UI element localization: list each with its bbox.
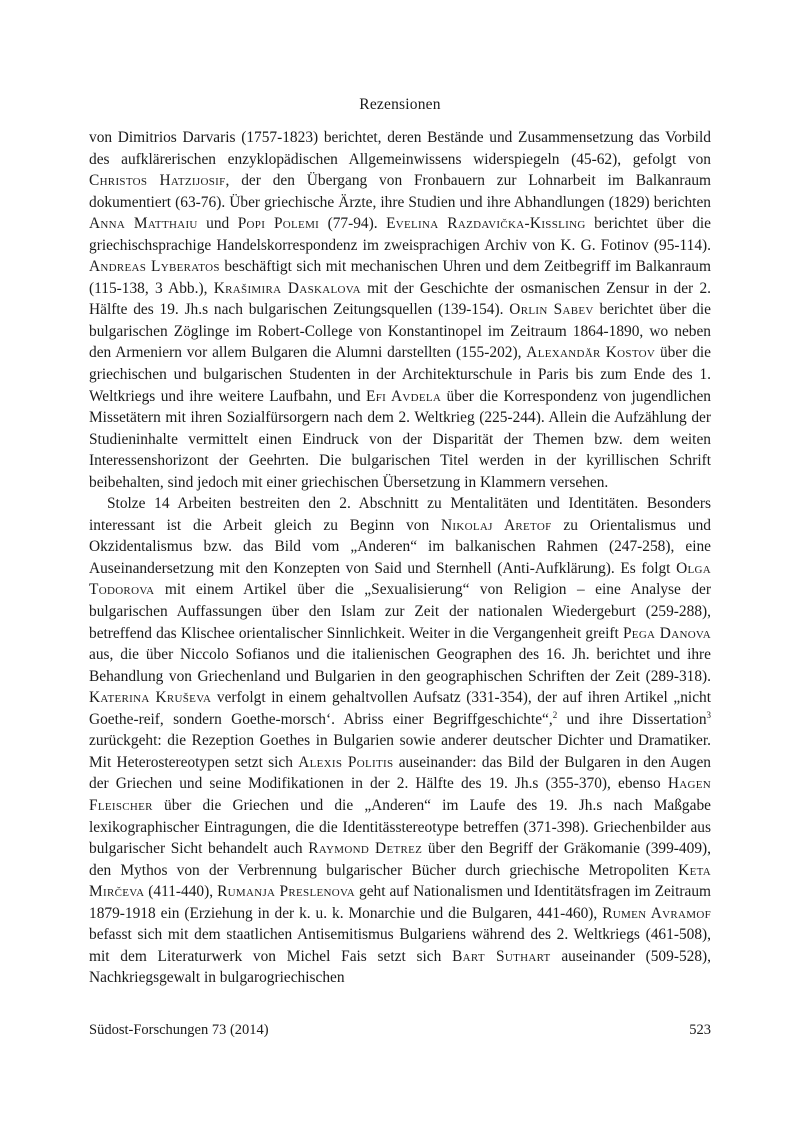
author-name: Pega Danova (622, 624, 712, 642)
text-run: und (197, 215, 238, 233)
author-name: Anna Matthaiu (89, 215, 198, 233)
page-footer (89, 1022, 711, 1039)
text-run: (77-94). (319, 215, 387, 233)
author-name: Christos Hatzijosif (89, 172, 226, 190)
author-name: Popi Polemi (237, 215, 320, 233)
text-run: aus, die über Niccolo Sofianos und die italienischen Geographen des 16. Jh. berichtet und ihre Behandlung von Griechenland und Bulgarien in den geographischen Schriften der Zeit (289-318). (89, 646, 711, 685)
author-name: Andreas Lyberatos (89, 258, 220, 276)
text-run: Stolze 14 Arbeiten bestreiten den 2. Abschnitt zu Mentalitäten und Identitäten. Besonders interessant ist die Arbeit gleich zu Beginn von (89, 495, 711, 534)
page-number: 523 (689, 1022, 711, 1038)
text-run: verfolgt in einem gehaltvollen Aufsatz (331-354), der auf ihren Artikel „nicht Goethe-reif, sondern Goethe-morsch‘. Abriss einer Begriffgeschichte“, (89, 689, 711, 728)
author-name: Evelina Razdavička-Kissling (386, 215, 586, 233)
text-run: berichtet über die griechischsprachige Handelskorrespondenz im zweisprachigen Archiv von K. G. Fotinov (95-114). (89, 215, 711, 254)
text-run: (411-440), (144, 883, 218, 901)
text-run: über den Begriff der Gräkomanie (399-409), den Mythos von der Verbrennung bulgarischer Bücher durch griechische Metropoliten (89, 840, 711, 879)
footnote-marker: 2 (552, 709, 558, 720)
author-name: Keta Mirčeva (89, 861, 711, 901)
text-run: und ihre Dissertation (557, 710, 707, 728)
author-name: Raymond Detrez (308, 840, 423, 858)
text-run: berichtet über die bulgarischen Zöglinge im Robert-College von Konstantinopel im Zeitraum 1864-1890, wo neben den Armeniern vor allem Bulgaren die Alumni darstellten (155-202), (89, 301, 712, 362)
author-name: Olga Todorova (89, 559, 711, 599)
text-run: beschäftigt sich mit mechanischen Uhren und dem Zeitbegriff im Balkanraum (115-138, 3 Abb.), (89, 258, 711, 297)
text-run: zu Orientalismus und Okzidentalismus bzw. das Bild vom „Anderen“ im balkanischen Rahmen (247-258), eine Auseinandersetzung mit den Konzepten von Said und Sternhell (Anti-Aufklärung). Es folgt (89, 516, 711, 577)
text-run: auseinander: das Bild der Bulgaren in den Augen der Griechen und seine Modifikationen in der 2. Hälfte des 19. Jh.s (355-370), ebenso (89, 753, 712, 793)
text-run: mit einem Artikel über die „Sexualisierung“ von Religion – eine Analyse der bulgarischen Auffassungen über den Islam zur Zeit der nationalen Wiedergeburt (259-288), betreffend das Klischee orientalischer Sinnlichkeit. Weiter in die Vergangenheit greift (89, 581, 711, 642)
text-run: über die griechischen und bulgarischen Studenten in der Architekturschule in Paris bis zum Ende des 1. Weltkriegs und ihre weitere Laufbahn, und (89, 344, 711, 405)
paragraph (89, 493, 711, 989)
author-name: Katerina Kruševa (89, 689, 212, 707)
body-text (89, 127, 711, 989)
author-name: Rumanja Preslenova (217, 883, 356, 901)
author-name: Alexis Politis (298, 753, 394, 771)
text-run: mit der Geschichte der osmanischen Zensur in der 2. Hälfte des 19. Jh.s nach bulgarischen Zeitungsquellen (139-154). (89, 279, 711, 319)
text-run: zurückgeht: die Rezeption Goethes in Bulgarien sowie anderer deutscher Dichter und Dramatiker. Mit Heterostereotypen setzt sich (89, 732, 711, 771)
author-name: Efi Avdela (366, 387, 442, 405)
journal-citation: Südost-Forschungen 73 (2014) (89, 1022, 269, 1038)
text-run: befasst sich mit dem staatlichen Antisemitismus Bulgariens während des 2. Weltkriegs (461-508), mit dem Literaturwerk von Michel Fais setzt sich (89, 926, 711, 965)
author-name: Rumen Avramof (602, 904, 712, 922)
text-run: über die Griechen und die „Anderen“ im Laufe des 19. Jh.s nach Maßgabe lexikographischer Eintragungen, die die Identitässtereotype betreffen (371-398). Griechenbilder aus bulgarischer Sicht behandelt auch (89, 796, 711, 858)
text-run: von Dimitrios Darvaris (1757-1823) berichtet, deren Bestände und Zusammensetzung das Vorbild des aufklärerischen enzyklopädischen Allgemeinwissens widerspiegeln (45-62), gefolgt von (89, 129, 711, 168)
footnote-marker: 3 (706, 709, 712, 720)
author-name: Krašimira Daskalova (213, 279, 361, 297)
author-name: Alexandăr Kostov (526, 344, 656, 362)
text-run: über die Korrespondenz von jugendlichen Missetätern mit ihren Sozialfürsorgern nach dem 2. Weltkrieg (225-244). Allein die Aufzählung der Studieninhalte vermittelt einen Eindruck von der Disparität der Themen bzw. dem weiten Interessenshorizont der Geehrten. Die bulgarischen Titel werden in der kyrillischen Schrift beibehalten, sind jedoch mit einer griechischen Übersetzung in Klammern versehen. (89, 387, 711, 491)
author-name: Orlin Sabev (509, 301, 594, 319)
text-run: geht auf Nationalismen und Identitätsfragen im Zeitraum 1879-1918 ein (Erziehung in der k. u. k. Monarchie und die Bulgaren, 441-460), (89, 883, 711, 922)
running-head: Rezensionen (359, 96, 441, 113)
author-name: Nikolaj Aretof (440, 516, 552, 534)
author-name: Bart Suthart (452, 947, 551, 965)
author-name: Hagen Fleischer (89, 775, 711, 814)
text-run: auseinander (509-528), Nachkriegsgewalt in bulgarogriechischen (89, 947, 712, 987)
text-run: , der den Übergang von Fronbauern zur Lohnarbeit im Balkanraum dokumentiert (63-76). Über griechische Ärzte, ihre Studien und ihre Abhandlungen (1829) berichten (89, 172, 711, 211)
paragraph (89, 127, 711, 493)
